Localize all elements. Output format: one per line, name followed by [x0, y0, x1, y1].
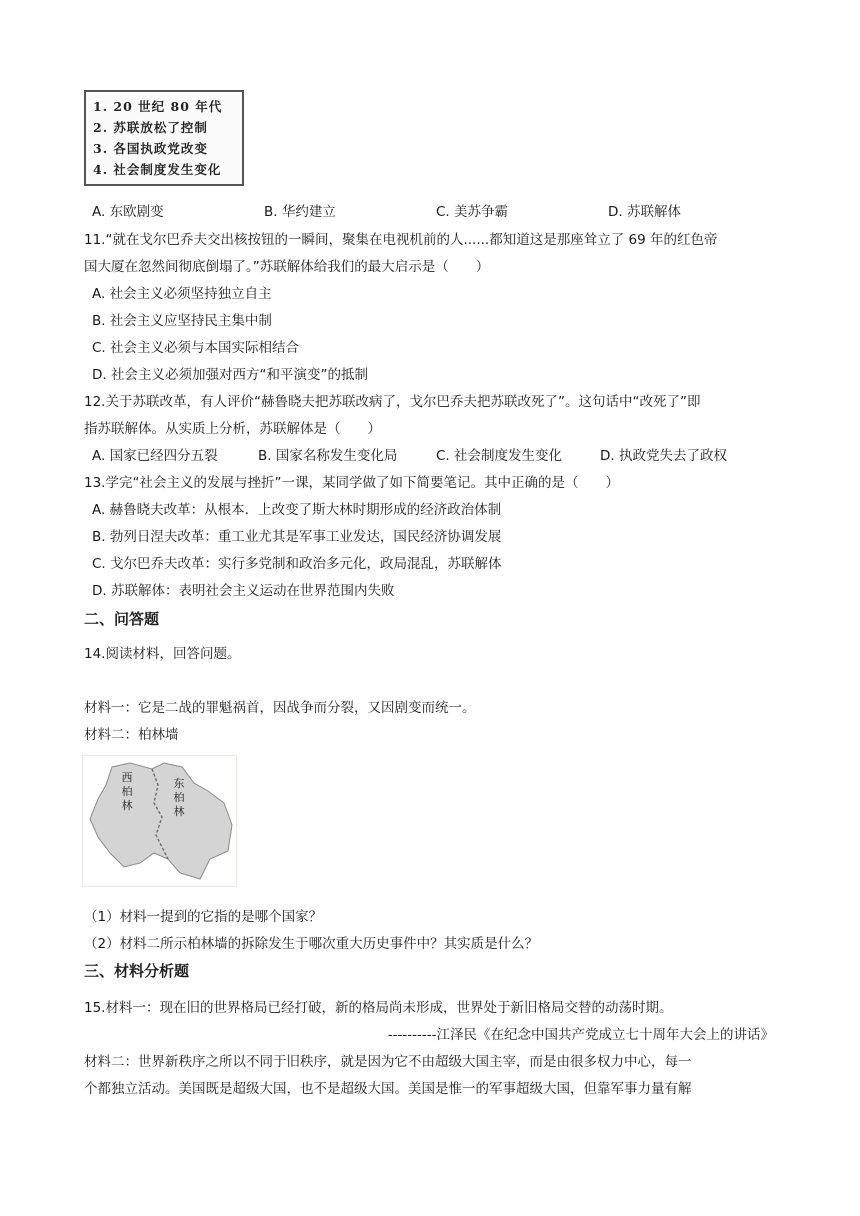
- q12-option-b: B. 国家名称发生变化局: [258, 448, 398, 464]
- q10-option-c: C. 美苏争霸: [436, 204, 509, 220]
- note-line: 4. 社会制度发生变化: [93, 162, 222, 177]
- q15-source: ----------江泽民《在纪念中国共产党成立七十周年大会上的讲话》: [387, 1027, 774, 1043]
- q11-option-d: D. 社会主义必须加强对西方“和平演变”的抵制: [92, 367, 368, 383]
- map-label-char: 西: [121, 771, 133, 784]
- q13-option-a: A. 赫鲁晓夫改革：从根本．上改变了斯大林时期形成的经济政治体制: [92, 502, 502, 518]
- section-heading: 二、问答题: [84, 610, 160, 628]
- q10-option-a: A. 东欧剧变: [92, 204, 164, 220]
- q10-option-b: B. 华约建立: [264, 204, 336, 220]
- q13-option-c: C. 戈尔巴乔夫改革：实行多党制和政治多元化，政局混乱，苏联解体: [92, 556, 502, 572]
- q13-option-d: D. 苏联解体：表明社会主义运动在世界范围内失败: [92, 583, 395, 599]
- berlin-map-graphic: [82, 755, 237, 887]
- east-berlin-label: [172, 777, 186, 819]
- map-label-char: 柏: [121, 785, 133, 798]
- q12-option-d: D. 执政党失去了政权: [600, 448, 727, 464]
- note-line: 1. 20 世纪 80 年代: [93, 99, 223, 114]
- q14-material2: 材料二：柏林墙: [84, 727, 179, 743]
- q11-stem-cont: 国大厦在忽然间彻底倒塌了。”苏联解体给我们的最大启示是（ ）: [84, 259, 490, 275]
- q12-stem-cont: 指苏联解体。从实质上分析，苏联解体是（ ）: [84, 421, 381, 437]
- q15-material1: 15.材料一：现在旧的世界格局已经打破，新的格局尚未形成，世界处于新旧格局交替的动荡时期。: [84, 1000, 673, 1016]
- q15-material2-cont: 个都独立活动。美国既是超级大国，也不是超级大国。美国是惟一的军事超级大国，但靠军事力量有解: [84, 1081, 692, 1097]
- q14-stem: 14.阅读材料，回答问题。: [84, 646, 241, 662]
- berlin-map: [82, 755, 237, 887]
- q12-option-c: C. 社会制度发生变化: [436, 448, 563, 464]
- q12-stem: 12.关于苏联改革，有人评价“赫鲁晓夫把苏联改病了，戈尔巴乔夫把苏联改死了”。这句话中“改死了”即: [84, 394, 701, 410]
- notes-image: [84, 90, 244, 186]
- q11-option-c: C. 社会主义必须与本国实际相结合: [92, 340, 300, 356]
- west-berlin-label: [120, 771, 134, 813]
- map-label-char: 林: [121, 799, 133, 812]
- map-label-char: 东: [173, 777, 185, 790]
- q10-option-d: D. 苏联解体: [608, 204, 681, 220]
- q14-material1: 材料一：它是二战的罪魁祸首，因战争而分裂，又因剧变而统一。: [84, 700, 476, 716]
- q15-material2: 材料二：世界新秩序之所以不同于旧秩序，就是因为它不由超级大国主宰，而是由很多权力中心，每一: [84, 1054, 692, 1070]
- map-label-char: 柏: [173, 791, 185, 804]
- q14-sub2: （2）材料二所示柏林墙的拆除发生于哪次重大历史事件中？其实质是什么？: [84, 936, 539, 952]
- section-heading: 三、材料分析题: [84, 962, 190, 980]
- q13-option-b: B. 勃列日涅夫改革：重工业尤其是军事工业发达，国民经济协调发展: [92, 529, 502, 545]
- q14-sub1: （1）材料一提到的它指的是哪个国家？: [84, 909, 323, 925]
- q12-option-a: A. 国家已经四分五裂: [92, 448, 218, 464]
- note-line: 2. 苏联放松了控制: [93, 120, 208, 135]
- note-line: 3. 各国执政党改变: [93, 141, 208, 156]
- q11-option-a: A. 社会主义必须坚持独立自主: [92, 286, 272, 302]
- q11-stem: 11.“就在戈尔巴乔夫交出核按钮的一瞬间，聚集在电视机前的人......都知道这是那座耸立了 69 年的红色帝: [84, 232, 718, 248]
- q13-stem: 13.学完“社会主义的发展与挫折”一课，某同学做了如下简要笔记。其中正确的是（ ）: [84, 475, 619, 491]
- q11-option-b: B. 社会主义应坚持民主集中制: [92, 313, 272, 329]
- map-label-char: 林: [173, 805, 185, 818]
